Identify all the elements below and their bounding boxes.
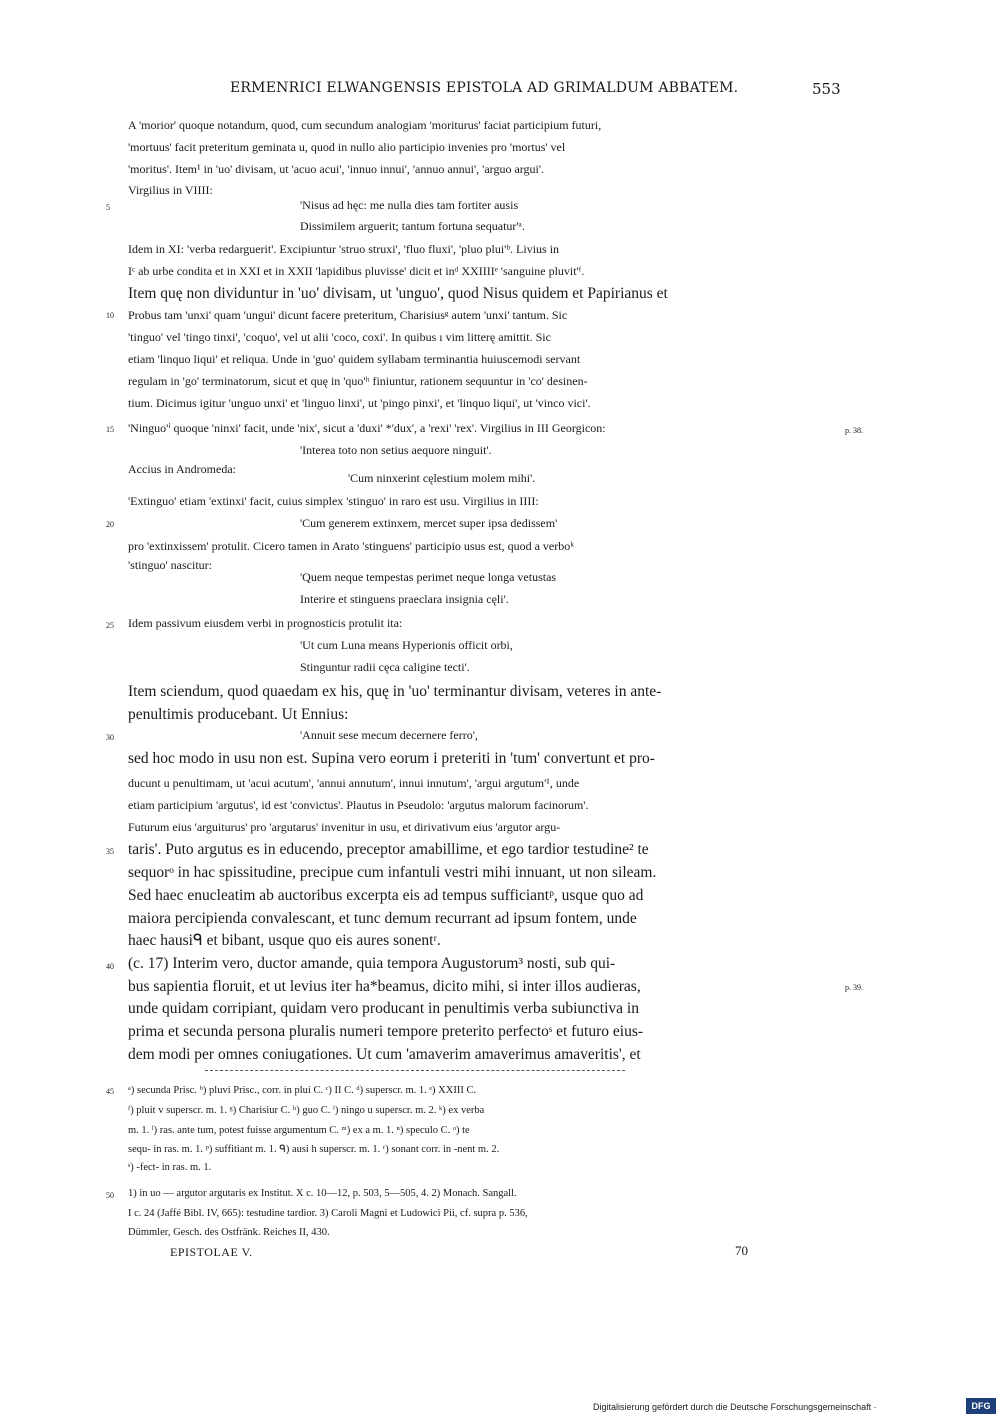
verse-line: 'Interea toto non setius aequore ninguit'. [300,443,492,457]
text-line: Item quę non dividuntur in 'uo' divisam, ut 'unguo', quod Nisus quidem et Papirianus et [128,285,668,302]
verse-line: 'Quem neque tempestas perimet neque longa vetustas [300,570,557,584]
text-line: (c. 17) Interim vero, ductor amande, quia tempora Augustorum³ nosti, sub qui- [128,955,616,972]
line-number: 45 [106,1087,114,1096]
dfg-logo: DFG [966,1398,996,1414]
line-number: 50 [106,1191,114,1200]
text-line: ducunt u penultimam, ut 'acui acutum', 'annui annutum', innui innutum', 'argui argutum'¹, unde [128,776,580,790]
text-line: Iᶜ ab urbe condita et in XXI et in XXII 'lapidibus pluvisse' dicit et inᵈ XXIIIIᵉ 'sanguine pluvit'ᶠ. [128,264,585,278]
note-line: I c. 24 (Jaffé Bibl. IV, 665): testudine tardior. 3) Caroli Magni et Ludowici Pii, cf. supra p. 536, [128,1208,528,1219]
note-line: Dümmler, Gesch. des Ostfränk. Reiches II, 430. [128,1227,330,1238]
text-line: regulam in 'go' terminatorum, sicut et quę in 'quo'ʰ finiuntur, rationem sequuntur in 'co' desinen- [128,374,588,388]
text-line: 'tinguo' vel 'tingo tinxi', 'coquo', vel ut alii 'coco, coxi'. In quibus ı vim litterę amittit. Sic [128,330,551,344]
text-line: sed hoc modo in usu non est. Supina vero eorum i preteriti in 'tum' convertunt et pro- [128,750,655,767]
text-line: Idem passivum eiusdem verbi in prognosticis protulit ita: [128,616,403,630]
page-number: 553 [812,80,841,98]
running-header [0,80,1000,100]
text-line: sequorᵒ in hac spissitudine, precipue cum infantuli vestri mihi innuant, ut non sileam. [128,864,657,881]
text-line: bus sapientia floruit, et ut levius iter ha*beamus, dicito mihi, si inter illos audieras, [128,978,641,995]
text-line: Accius in Andromeda: [128,462,236,476]
text-line: 'moritus'. Item¹ in 'uo' divisam, ut 'acuo acui', 'innuo innui', 'annuo annui', 'arguo argui'. [128,162,545,176]
text-line: haec hausiᑫ et bibant, usque quo eis aures sonentʳ. [128,932,441,949]
text-line: maiora percipienda convalescant, et tunc demum recurrant ad ipsum fontem, unde [128,910,637,927]
text-line: taris'. Puto argutus es in educendo, preceptor amabillime, et ego tardior testudine² te [128,841,649,858]
verse-line: 'Cum generem extinxem, mercet super ipsa dedissem' [300,516,558,530]
text-line: 'stinguo' nascitur: [128,558,212,572]
line-number: 25 [106,621,114,630]
text-line: 'Extinguo' etiam 'extinxi' facit, cuius simplex 'stinguo' in raro est usu. Virgilius in IIII: [128,494,539,508]
footnote-line: ˢ) -fect- in ras. m. 1. [128,1162,212,1173]
text-line: A 'morior' quoque notandum, quod, cum secundum analogiam 'moriturus' faciat participium futuri, [128,118,602,132]
verse-line: Interire et stinguens praeclara insignia cęli'. [300,592,509,606]
text-line: Futurum eius 'arguiturus' pro 'argutarus' invenitur in usu, et dirivativum eius 'argutor argu- [128,820,561,834]
text-line: 'mortuus' facit preteritum geminata u, quod in nullo alio participio invenies pro 'mortus' vel [128,140,566,154]
text-line: etiam participium 'argutus', id est 'convictus'. Plautus in Pseudolo: 'argutus malorum facinorum'. [128,798,589,812]
text-line: Virgilius in VIIII: [128,183,213,197]
text-line: unde quidam corripiant, quidam vero producant in penultimis verba subiunctiva in [128,1000,639,1017]
verse-line: Dissimilem arguerit; tantum fortuna sequatur'ᵃ. [300,219,525,233]
text-line: prima et secunda persona pluralis numeri tempore preterito perfectoˢ et futuro eius- [128,1023,644,1040]
line-number: 30 [106,733,114,742]
running-title: ERMENRICI ELWANGENSIS EPISTOLA AD GRIMALDUM ABBATEM. [230,80,739,96]
margin-note: p. 38. [845,426,863,435]
verse-line: 'Annuit sese mecum decernere ferro', [300,728,478,742]
line-number: 15 [106,425,114,434]
line-number: 20 [106,520,114,529]
footnote-line: ᵃ) secunda Prisc. ᵇ) pluvi Prisc., corr. in plui C. ᶜ) II C. ᵈ) superscr. m. 1. ᵉ) XXIII C. [128,1085,477,1096]
verse-line: Stinguntur radii cęca caligine tecti'. [300,660,470,674]
dfg-notice: Digitalisierung gefördert durch die Deutsche Forschungsgemeinschaft · [593,1402,877,1412]
text-line: Sed haec enucleatim ab auctoribus excerpta eis ad tempus sufficiantᵖ, usque quo ad [128,887,644,904]
line-number: 35 [106,847,114,856]
line-number: 5 [106,203,110,212]
text-line: penultimis producebant. Ut Ennius: [128,706,349,723]
text-line: dem modi per omnes coniugationes. Ut cum 'amaverim amaverimus amaveritis', et [128,1046,641,1063]
footnote-line: sequ- in ras. m. 1. ᵖ) suffitiant m. 1. ᑫ) ausi h superscr. m. 1. ʳ) sonant corr. in -nent m. 2. [128,1144,500,1155]
text-line: tium. Dicimus igitur 'unguo unxi' et 'linguo linxi', ut 'pingo pinxi', et 'linquo liqui', ut 'vinco vici'. [128,396,591,410]
signature-mark: EPISTOLAE V. [170,1245,253,1259]
margin-note: p. 39. [845,983,863,992]
note-line: 1) in uo — argutor argutaris ex Institut. X c. 10—12, p. 503, 5—505, 4. 2) Monach. Sangall. [128,1188,517,1199]
footnote-line: ᶠ) pluit v superscr. m. 1. ᵍ) Charisiur C. ʰ) guo C. ⁱ) ningo u superscr. m. 2. ᵏ) ex verba [128,1105,485,1116]
signature-number: 70 [735,1243,748,1258]
text-line: Item sciendum, quod quaedam ex his, quę in 'uo' terminantur divisam, veteres in ante- [128,683,662,700]
text-line: 'Ninguo'ⁱ quoque 'ninxi' facit, unde 'nix', sicut a 'duxi' *'dux', a 'rexi' 'rex'. Virgilius in III Georgicon: [128,421,606,435]
text-line: pro 'extinxissem' protulit. Cicero tamen in Arato 'stinguens' participio usus est, quod a verboᵏ [128,539,575,553]
verse-line: 'Cum ninxerint cęlestium molem mihi'. [348,471,536,485]
line-number: 40 [106,962,114,971]
verse-line: 'Ut cum Luna means Hyperionis officit orbi, [300,638,513,652]
footnote-separator [205,1070,625,1071]
text-line: Probus tam 'unxi' quam 'ungui' dicunt facere preteritum, Charisiusᵍ autem 'unxi' tantum. Sic [128,308,568,322]
verse-line: 'Nisus ad hęc: me nulla dies tam fortiter ausis [300,198,519,212]
text-line: etiam 'linquo liqui' et reliqua. Unde in 'guo' quidem syllabam terminantia huiuscemodi servant [128,352,581,366]
footnote-line: m. 1. ˡ) ras. ante tum, potest fuisse argumentum C. ᵐ) ex a m. 1. ⁿ) speculo C. ᵒ) te [128,1125,470,1136]
text-line: Idem in XI: 'verba redarguerit'. Excipiuntur 'struo struxi', 'fluo fluxi', 'pluo plui'ᵇ. Livius in [128,242,560,256]
line-number: 10 [106,311,114,320]
